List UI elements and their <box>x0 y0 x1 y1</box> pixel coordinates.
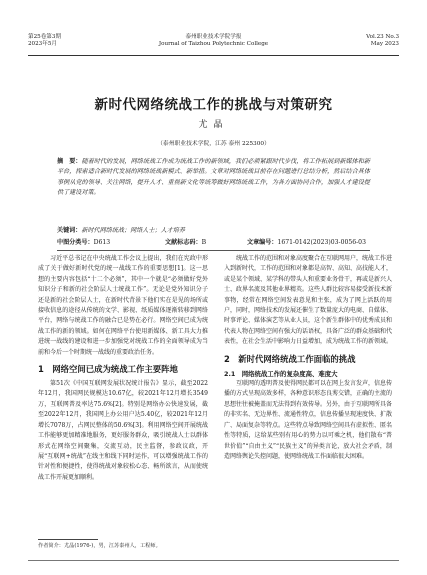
issue-date-en: May 2023 <box>370 41 399 47</box>
intro-paragraph: 习近平总书记在中央统战工作会议上提出，我们在宪政中形成了关于做好新时代党的统一战线工作的重要思想[1]。这一思想的主要内容包括“十二个必须”，其中一个就是“必须做好党外知识分子和新的社会阶层人士统战工作”。无论是党外知识分子还是新的社会阶层人士，在新时代背景下他们实在是见的场所或接收信息的途径从传统的文学、影视、纸质媒体逐渐转移到网络平台，网络与统战工作的融合已是势在必行。网络空间已成为统战工作的新的领域。如何在网络平台使用新媒体、新工具大力推进统一战线的建设和进一步加强党对统战工作的全面领导成为当前和今后一个时期统一战线的重要政治任务。 <box>38 255 208 356</box>
article-no-value: 1671-0142(2023)03-0056-03 <box>277 239 366 246</box>
section-2-1-paragraph: 互联网的透明普及使得网民都可以在网上发言发声，信息传播的方式呈现高效多样，各种意识形态良莠交错，正确的主流的思想往往被掩盖而无法得到有效传导。另外，由于互联网所具备的非实名、无边界性、流通性特点，信息传播呈现速度快、扩散广、局面复杂等特点。这些特点导致网络空间具有虚拟性、匿名性等特质，这给某些别有用心的势力以可乘之机，他们散布“普世价值”“自由主义”“民族主义”的异类言论，放大社会矛盾，制造网络舆论失控问题，使网络统战工作面临很大困难。 <box>224 380 393 460</box>
section-2-heading: 2 新时代网络统战工作面临的挑战 <box>224 353 356 364</box>
section-1-heading: 1 网络空间已成为统战工作主要阵地 <box>38 364 178 375</box>
author-affiliation: （泰州职业技术学院，江苏 泰州 225300） <box>157 141 270 147</box>
left-column <box>38 254 208 483</box>
classification-info <box>57 238 387 247</box>
journal-title-cn: 泰州职业技术学院学报 <box>185 34 242 40</box>
author-footnote: 作者简介：尤晶(1976-)，男，江苏泰州人，工程师。 <box>38 543 161 549</box>
keywords <box>57 226 370 235</box>
journal-title-block <box>28 34 399 48</box>
article-title: 新时代网络统战工作的挑战与对策研究 <box>94 97 333 113</box>
right-column <box>224 254 392 462</box>
keywords-text: 新时代网络统战；网络人士；人才培养 <box>81 227 185 234</box>
abstract-label: 摘 要： <box>57 158 82 165</box>
clc-label: 中图分类号： <box>57 239 94 246</box>
header-rule <box>28 55 399 56</box>
section-1-paragraph: 第51次《中国互联网发展状况统计报告》显示，截至2022年12月，我国网民规模达10.67亿，较2021年12月增长3549万，互联网普及率达75.6%[2]。特别是网络办公快速发展，截至2022年12月，我国网上办公用户达5.40亿，较2021年12月增长7078万，占网民整体的50.6%[3]。利用网络空间开展统战工作能够更加精准地服务，更好服务群众，吸引统战人士以群体形式在网络空间聚集，交流互动，民主监督，参政议政，开展“互联网+统战”在线主和线下同时运作，可以增强统战工作的针对性和便捷性，使得统战对象较松心态、畅所欲言，从而使统战工作开展更加顺利。 <box>38 380 208 481</box>
issue-date: 2023年5月 <box>28 41 57 47</box>
doc-code-label: 文献标志码： <box>165 239 202 246</box>
clc-value: D613 <box>93 239 111 246</box>
footnote-rule <box>38 539 98 540</box>
keywords-label: 关键词： <box>57 227 82 234</box>
article-author: 尤晶 <box>198 120 229 130</box>
journal-title-en: Journal of Taizhou Polytechnic College <box>158 41 269 47</box>
doc-code-value: B <box>201 239 207 246</box>
abstract <box>57 157 370 198</box>
abstract-text: 随着时代的发展，网络统战工作成为统战工作的新领域，我们必须紧跟时代步伐，将工作拓展到新媒体和新平台，探索适合新时代发展的网络统战新模式、新举措。文章对网络统战目前存在问题进行总结分析，然后结合具体事例从党的领导、关注网络，提升人才、重视新文化等统筹做好网络统战工作，为各方面协同合作，加强人才建设提供了建设对策。 <box>57 158 371 196</box>
journal-header <box>28 34 399 54</box>
section-2-1-heading: 2.1 网络统战工作的复杂度高、难度大 <box>224 369 338 378</box>
volume-issue: 第25卷第3期 <box>28 34 62 40</box>
article-no-label: 文章编号： <box>247 239 278 246</box>
right-paragraph: 统战工作的范围和对象高度聚合在互联网用户，统战工作进入到新时代，工作的范围和对象都是高智、高知、高技能人才，或是某个领域、某学科的带头人和重要业务骨干，再或是新兴人士、政界名流及其他业界精英。这些人群比较容易接受新技术新事物，经常在网络空间发表意见和主张，成为了网上活跃的用户，同时，网络技术的发展还催生了数量庞大的电商、自媒体、时事评论、媒体演艺等从业人员，这个新生群体中的优秀成员和代表人物在网络空间有强大的话语权，具备广泛的群众基础和代表性，在社会生活中影响力日益增加，成为统战工作的新领域。 <box>224 255 393 346</box>
page-bottom-rule <box>28 560 399 561</box>
volume-issue-en-info <box>366 34 399 48</box>
abstract-rule <box>57 250 370 251</box>
volume-issue-en: Vol.23 No.3 <box>366 34 399 40</box>
